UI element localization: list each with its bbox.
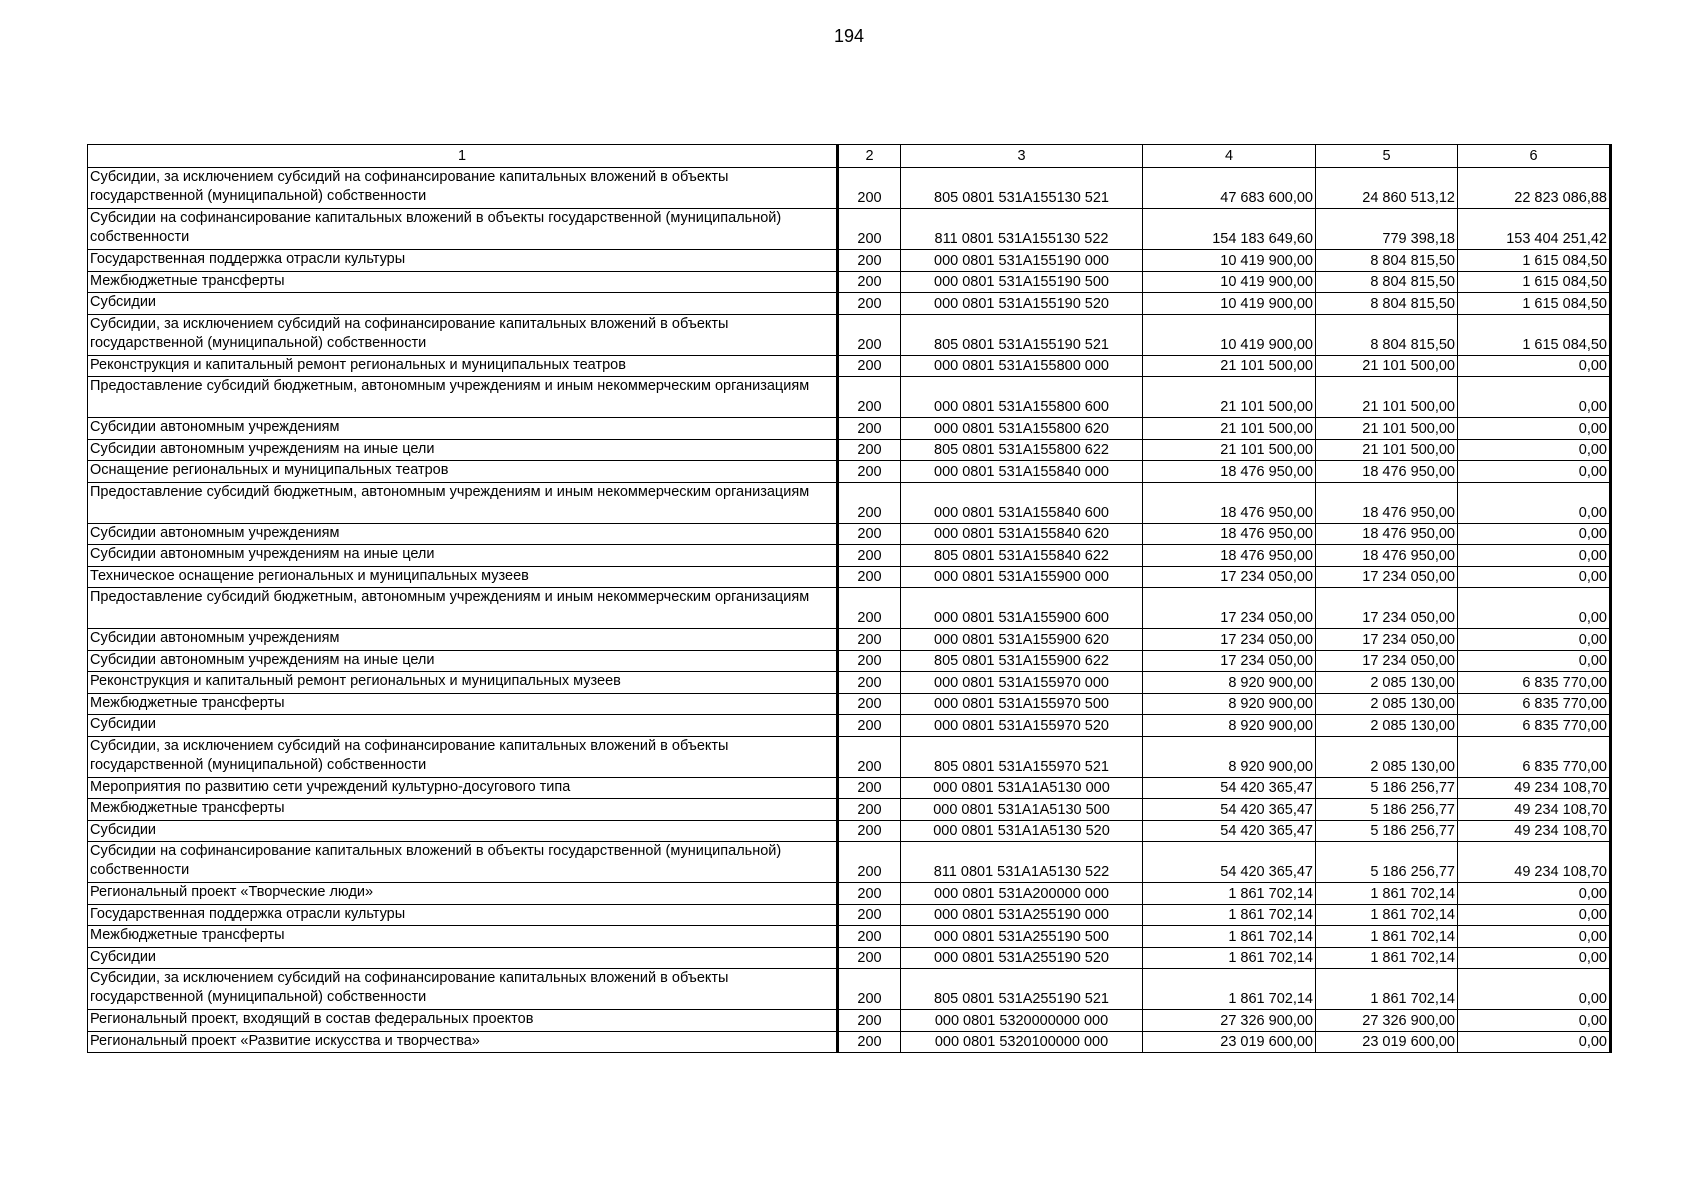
row-code-cell: 200 [838,271,901,293]
row-unexecuted-amount-cell: 0,00 [1458,1010,1611,1032]
row-code-cell: 200 [838,209,901,250]
row-unexecuted-amount-cell: 0,00 [1458,523,1611,545]
row-unexecuted-amount-cell: 0,00 [1458,355,1611,377]
row-unexecuted-amount-cell: 1 615 084,50 [1458,250,1611,272]
row-classification-code-cell: 805 0801 531A155900 622 [901,650,1143,672]
table-row [88,545,1611,567]
row-unexecuted-amount-cell: 6 835 770,00 [1458,736,1611,777]
table-row [88,629,1611,651]
row-name-cell: Субсидии, за исключением субсидий на софинансирование капитальных вложений в объекты государственной (муниципальной) собственности [88,736,838,777]
row-approved-amount-cell: 10 419 900,00 [1143,293,1316,315]
row-name-cell: Субсидии, за исключением субсидий на софинансирование капитальных вложений в объекты государственной (муниципальной) собственности [88,314,838,355]
row-executed-amount-cell: 1 861 702,14 [1316,947,1458,969]
row-code-cell: 200 [838,250,901,272]
row-unexecuted-amount-cell: 0,00 [1458,482,1611,523]
row-code-cell: 200 [838,482,901,523]
table-row [88,482,1611,523]
row-code-cell: 200 [838,904,901,926]
row-approved-amount-cell: 27 326 900,00 [1143,1010,1316,1032]
column-header: 3 [901,145,1143,168]
row-executed-amount-cell: 21 101 500,00 [1316,355,1458,377]
table-row [88,947,1611,969]
row-unexecuted-amount-cell: 49 234 108,70 [1458,842,1611,883]
table-row [88,736,1611,777]
row-classification-code-cell: 000 0801 531A155800 600 [901,377,1143,418]
row-code-cell: 200 [838,820,901,842]
row-code-cell: 200 [838,1010,901,1032]
row-unexecuted-amount-cell: 6 835 770,00 [1458,715,1611,737]
row-unexecuted-amount-cell: 0,00 [1458,1031,1611,1053]
row-unexecuted-amount-cell: 49 234 108,70 [1458,820,1611,842]
table-row [88,293,1611,315]
row-code-cell: 200 [838,629,901,651]
row-name-cell: Государственная поддержка отрасли культуры [88,250,838,272]
row-classification-code-cell: 000 0801 531A1A5130 000 [901,777,1143,799]
row-executed-amount-cell: 8 804 815,50 [1316,250,1458,272]
row-name-cell: Субсидии [88,947,838,969]
row-unexecuted-amount-cell: 0,00 [1458,947,1611,969]
row-approved-amount-cell: 21 101 500,00 [1143,355,1316,377]
row-code-cell: 200 [838,736,901,777]
row-classification-code-cell: 811 0801 531A1A5130 522 [901,842,1143,883]
row-code-cell: 200 [838,777,901,799]
row-unexecuted-amount-cell: 0,00 [1458,377,1611,418]
row-classification-code-cell: 805 0801 531A155130 521 [901,168,1143,209]
row-unexecuted-amount-cell: 6 835 770,00 [1458,693,1611,715]
row-executed-amount-cell: 2 085 130,00 [1316,715,1458,737]
row-name-cell: Региональный проект «Развитие искусства и творчества» [88,1031,838,1053]
row-code-cell: 200 [838,842,901,883]
row-approved-amount-cell: 23 019 600,00 [1143,1031,1316,1053]
row-approved-amount-cell: 18 476 950,00 [1143,545,1316,567]
table-row [88,842,1611,883]
table-row [88,883,1611,905]
row-executed-amount-cell: 1 861 702,14 [1316,883,1458,905]
row-classification-code-cell: 000 0801 531A155970 000 [901,672,1143,694]
row-classification-code-cell: 000 0801 531A155840 620 [901,523,1143,545]
row-unexecuted-amount-cell: 0,00 [1458,566,1611,588]
table-row [88,588,1611,629]
row-executed-amount-cell: 5 186 256,77 [1316,799,1458,821]
row-executed-amount-cell: 8 804 815,50 [1316,314,1458,355]
row-classification-code-cell: 000 0801 5320100000 000 [901,1031,1143,1053]
row-classification-code-cell: 000 0801 531A255190 520 [901,947,1143,969]
row-classification-code-cell: 805 0801 531A155190 521 [901,314,1143,355]
table-row [88,566,1611,588]
table-row [88,355,1611,377]
row-classification-code-cell: 000 0801 531A200000 000 [901,883,1143,905]
row-executed-amount-cell: 2 085 130,00 [1316,693,1458,715]
row-name-cell: Предоставление субсидий бюджетным, автономным учреждениям и иным некоммерческим организациям [88,588,838,629]
row-name-cell: Региональный проект «Творческие люди» [88,883,838,905]
table-row [88,461,1611,483]
row-classification-code-cell: 000 0801 531A155970 520 [901,715,1143,737]
row-classification-code-cell: 000 0801 531A155840 000 [901,461,1143,483]
row-approved-amount-cell: 1 861 702,14 [1143,926,1316,948]
row-unexecuted-amount-cell: 0,00 [1458,418,1611,440]
row-name-cell: Субсидии на софинансирование капитальных вложений в объекты государственной (муниципальной) собственности [88,842,838,883]
row-unexecuted-amount-cell: 0,00 [1458,629,1611,651]
row-code-cell: 200 [838,693,901,715]
row-unexecuted-amount-cell: 49 234 108,70 [1458,799,1611,821]
row-classification-code-cell: 000 0801 531A255190 500 [901,926,1143,948]
row-unexecuted-amount-cell: 49 234 108,70 [1458,777,1611,799]
row-name-cell: Межбюджетные трансферты [88,799,838,821]
row-approved-amount-cell: 17 234 050,00 [1143,566,1316,588]
row-code-cell: 200 [838,650,901,672]
row-executed-amount-cell: 17 234 050,00 [1316,629,1458,651]
row-approved-amount-cell: 21 101 500,00 [1143,439,1316,461]
row-code-cell: 200 [838,293,901,315]
table-row [88,250,1611,272]
row-approved-amount-cell: 54 420 365,47 [1143,777,1316,799]
row-executed-amount-cell: 8 804 815,50 [1316,293,1458,315]
table-row [88,799,1611,821]
table-row [88,209,1611,250]
row-name-cell: Субсидии автономным учреждениям [88,418,838,440]
table-row [88,168,1611,209]
row-classification-code-cell: 000 0801 531A155190 000 [901,250,1143,272]
table-row [88,271,1611,293]
row-executed-amount-cell: 24 860 513,12 [1316,168,1458,209]
row-approved-amount-cell: 18 476 950,00 [1143,461,1316,483]
row-code-cell: 200 [838,799,901,821]
table-row [88,926,1611,948]
row-executed-amount-cell: 779 398,18 [1316,209,1458,250]
row-executed-amount-cell: 21 101 500,00 [1316,377,1458,418]
row-unexecuted-amount-cell: 0,00 [1458,926,1611,948]
table-row [88,650,1611,672]
row-approved-amount-cell: 1 861 702,14 [1143,947,1316,969]
row-approved-amount-cell: 8 920 900,00 [1143,693,1316,715]
row-executed-amount-cell: 5 186 256,77 [1316,820,1458,842]
row-name-cell: Региональный проект, входящий в состав федеральных проектов [88,1010,838,1032]
row-code-cell: 200 [838,883,901,905]
row-code-cell: 200 [838,314,901,355]
row-name-cell: Субсидии [88,715,838,737]
row-approved-amount-cell: 17 234 050,00 [1143,629,1316,651]
row-name-cell: Реконструкция и капитальный ремонт региональных и муниципальных музеев [88,672,838,694]
row-executed-amount-cell: 2 085 130,00 [1316,736,1458,777]
row-approved-amount-cell: 21 101 500,00 [1143,377,1316,418]
row-executed-amount-cell: 5 186 256,77 [1316,777,1458,799]
row-classification-code-cell: 811 0801 531A155130 522 [901,209,1143,250]
row-unexecuted-amount-cell: 1 615 084,50 [1458,293,1611,315]
row-executed-amount-cell: 18 476 950,00 [1316,482,1458,523]
row-name-cell: Субсидии на софинансирование капитальных вложений в объекты государственной (муниципальной) собственности [88,209,838,250]
row-executed-amount-cell: 18 476 950,00 [1316,545,1458,567]
row-unexecuted-amount-cell: 0,00 [1458,588,1611,629]
row-code-cell: 200 [838,588,901,629]
row-name-cell: Субсидии автономным учреждениям на иные цели [88,545,838,567]
row-unexecuted-amount-cell: 0,00 [1458,904,1611,926]
row-approved-amount-cell: 1 861 702,14 [1143,904,1316,926]
row-classification-code-cell: 000 0801 531A155900 600 [901,588,1143,629]
row-classification-code-cell: 000 0801 531A155190 520 [901,293,1143,315]
row-code-cell: 200 [838,969,901,1010]
row-classification-code-cell: 000 0801 531A155800 620 [901,418,1143,440]
row-approved-amount-cell: 54 420 365,47 [1143,842,1316,883]
row-unexecuted-amount-cell: 22 823 086,88 [1458,168,1611,209]
row-name-cell: Мероприятия по развитию сети учреждений культурно-досугового типа [88,777,838,799]
row-classification-code-cell: 000 0801 531A1A5130 500 [901,799,1143,821]
row-executed-amount-cell: 27 326 900,00 [1316,1010,1458,1032]
table-body [88,168,1611,1053]
row-code-cell: 200 [838,355,901,377]
row-code-cell: 200 [838,926,901,948]
row-approved-amount-cell: 1 861 702,14 [1143,883,1316,905]
row-name-cell: Межбюджетные трансферты [88,926,838,948]
row-approved-amount-cell: 18 476 950,00 [1143,482,1316,523]
row-approved-amount-cell: 47 683 600,00 [1143,168,1316,209]
table-row [88,523,1611,545]
row-code-cell: 200 [838,1031,901,1053]
row-code-cell: 200 [838,947,901,969]
row-approved-amount-cell: 1 861 702,14 [1143,969,1316,1010]
row-executed-amount-cell: 21 101 500,00 [1316,418,1458,440]
row-name-cell: Предоставление субсидий бюджетным, автономным учреждениям и иным некоммерческим организациям [88,482,838,523]
row-name-cell: Межбюджетные трансферты [88,271,838,293]
row-approved-amount-cell: 18 476 950,00 [1143,523,1316,545]
row-approved-amount-cell: 17 234 050,00 [1143,650,1316,672]
row-unexecuted-amount-cell: 6 835 770,00 [1458,672,1611,694]
row-classification-code-cell: 000 0801 5320000000 000 [901,1010,1143,1032]
row-executed-amount-cell: 21 101 500,00 [1316,439,1458,461]
table-row [88,715,1611,737]
row-code-cell: 200 [838,566,901,588]
column-header: 4 [1143,145,1316,168]
row-unexecuted-amount-cell: 0,00 [1458,650,1611,672]
row-unexecuted-amount-cell: 0,00 [1458,969,1611,1010]
row-executed-amount-cell: 8 804 815,50 [1316,271,1458,293]
row-executed-amount-cell: 1 861 702,14 [1316,969,1458,1010]
table-row [88,777,1611,799]
row-unexecuted-amount-cell: 1 615 084,50 [1458,314,1611,355]
row-classification-code-cell: 000 0801 531A255190 000 [901,904,1143,926]
row-approved-amount-cell: 10 419 900,00 [1143,314,1316,355]
column-header: 1 [88,145,838,168]
table-row [88,904,1611,926]
budget-table [87,144,1612,1053]
row-classification-code-cell: 805 0801 531A255190 521 [901,969,1143,1010]
column-header: 2 [838,145,901,168]
table-row [88,439,1611,461]
table-row [88,1010,1611,1032]
row-approved-amount-cell: 154 183 649,60 [1143,209,1316,250]
row-code-cell: 200 [838,168,901,209]
row-code-cell: 200 [838,377,901,418]
table-row [88,672,1611,694]
row-name-cell: Субсидии [88,293,838,315]
row-approved-amount-cell: 54 420 365,47 [1143,799,1316,821]
row-name-cell: Субсидии автономным учреждениям на иные цели [88,650,838,672]
row-executed-amount-cell: 17 234 050,00 [1316,650,1458,672]
row-executed-amount-cell: 1 861 702,14 [1316,926,1458,948]
row-approved-amount-cell: 10 419 900,00 [1143,271,1316,293]
row-unexecuted-amount-cell: 1 615 084,50 [1458,271,1611,293]
row-classification-code-cell: 000 0801 531A155900 000 [901,566,1143,588]
row-name-cell: Субсидии автономным учреждениям на иные цели [88,439,838,461]
row-executed-amount-cell: 18 476 950,00 [1316,461,1458,483]
row-approved-amount-cell: 10 419 900,00 [1143,250,1316,272]
row-executed-amount-cell: 1 861 702,14 [1316,904,1458,926]
row-name-cell: Субсидии, за исключением субсидий на софинансирование капитальных вложений в объекты государственной (муниципальной) собственности [88,969,838,1010]
row-unexecuted-amount-cell: 153 404 251,42 [1458,209,1611,250]
row-approved-amount-cell: 8 920 900,00 [1143,672,1316,694]
row-executed-amount-cell: 17 234 050,00 [1316,588,1458,629]
row-classification-code-cell: 000 0801 531A155800 000 [901,355,1143,377]
table-row [88,314,1611,355]
row-name-cell: Субсидии, за исключением субсидий на софинансирование капитальных вложений в объекты государственной (муниципальной) собственности [88,168,838,209]
table-row [88,1031,1611,1053]
row-classification-code-cell: 000 0801 531A155190 500 [901,271,1143,293]
row-classification-code-cell: 000 0801 531A155900 620 [901,629,1143,651]
row-executed-amount-cell: 5 186 256,77 [1316,842,1458,883]
row-name-cell: Субсидии автономным учреждениям [88,629,838,651]
table-header-row [88,145,1611,168]
row-classification-code-cell: 805 0801 531A155970 521 [901,736,1143,777]
table-row [88,418,1611,440]
row-name-cell: Техническое оснащение региональных и муниципальных музеев [88,566,838,588]
page-number: 194 [833,26,865,46]
row-classification-code-cell: 805 0801 531A155840 622 [901,545,1143,567]
row-approved-amount-cell: 8 920 900,00 [1143,715,1316,737]
column-header: 5 [1316,145,1458,168]
row-executed-amount-cell: 23 019 600,00 [1316,1031,1458,1053]
table-row [88,377,1611,418]
row-name-cell: Предоставление субсидий бюджетным, автономным учреждениям и иным некоммерческим организациям [88,377,838,418]
row-classification-code-cell: 805 0801 531A155800 622 [901,439,1143,461]
row-executed-amount-cell: 2 085 130,00 [1316,672,1458,694]
row-code-cell: 200 [838,439,901,461]
row-name-cell: Оснащение региональных и муниципальных театров [88,461,838,483]
table-row [88,969,1611,1010]
row-code-cell: 200 [838,523,901,545]
row-name-cell: Государственная поддержка отрасли культуры [88,904,838,926]
row-name-cell: Субсидии автономным учреждениям [88,523,838,545]
row-code-cell: 200 [838,461,901,483]
row-classification-code-cell: 000 0801 531A155840 600 [901,482,1143,523]
row-name-cell: Реконструкция и капитальный ремонт региональных и муниципальных театров [88,355,838,377]
column-header: 6 [1458,145,1611,168]
row-code-cell: 200 [838,418,901,440]
row-approved-amount-cell: 17 234 050,00 [1143,588,1316,629]
row-unexecuted-amount-cell: 0,00 [1458,439,1611,461]
row-classification-code-cell: 000 0801 531A1A5130 520 [901,820,1143,842]
row-name-cell: Субсидии [88,820,838,842]
row-approved-amount-cell: 21 101 500,00 [1143,418,1316,440]
row-classification-code-cell: 000 0801 531A155970 500 [901,693,1143,715]
row-code-cell: 200 [838,672,901,694]
table-row [88,693,1611,715]
row-approved-amount-cell: 54 420 365,47 [1143,820,1316,842]
row-code-cell: 200 [838,715,901,737]
row-unexecuted-amount-cell: 0,00 [1458,461,1611,483]
row-name-cell: Межбюджетные трансферты [88,693,838,715]
row-code-cell: 200 [838,545,901,567]
table-row [88,820,1611,842]
row-executed-amount-cell: 18 476 950,00 [1316,523,1458,545]
row-executed-amount-cell: 17 234 050,00 [1316,566,1458,588]
row-approved-amount-cell: 8 920 900,00 [1143,736,1316,777]
row-unexecuted-amount-cell: 0,00 [1458,545,1611,567]
row-unexecuted-amount-cell: 0,00 [1458,883,1611,905]
